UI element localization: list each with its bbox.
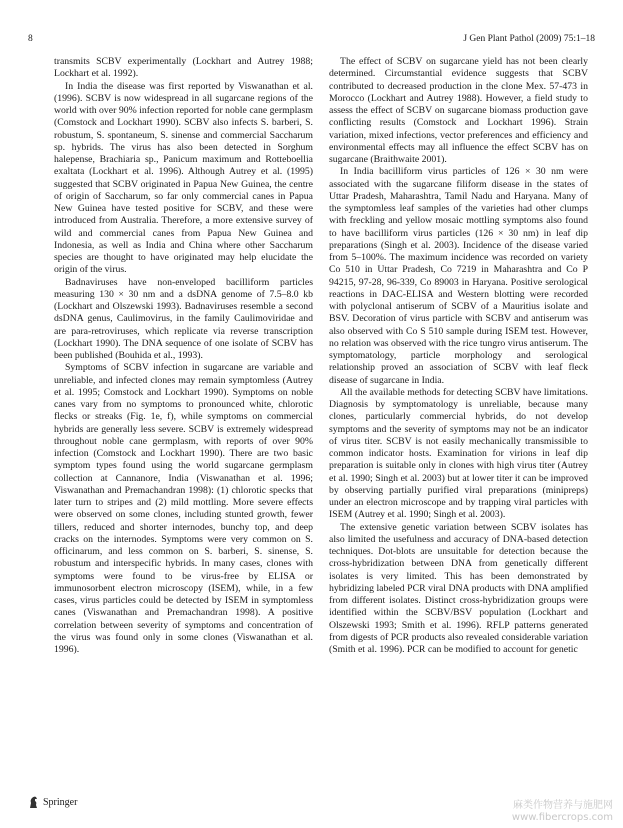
paragraph: The effect of SCBV on sugarcane yield has not been clearly determined. Circumstantial evidence suggests that SCBV contributed to decreased production in the clone Mex. 57-473 in Morocco (Lockhart and Autrey 1988). However, a field study to assess the effect of SCBV on sugarcane biomass production gave conflicting results (Comstock and Lockhart 1996). Strain variation, mixed infections, vector preferences and efficiency and environmental effects may all influence the effect SCBV has on sugarcane (Braithwaite 2001). <box>329 56 588 165</box>
paragraph: The extensive genetic variation between SCBV isolates has also limited the usefulness and accuracy of DNA-based detection techniques. Dot-blots are unsuitable for detection because the cross-hybridization between DNA from genetically different isolates is very limited. This has been demonstrated by hybridizing labeled PCR viral DNA products with DNA amplified from different isolates. Distinct cross-hybridization groups were identified within the SCBV/BSV population (Lockhart and Olszewski 1993; Smith et al. 1996). RFLP patterns generated from digests of PCR products also revealed considerable variation (Smith et al. 1996). PCR can be modified to account for genetic <box>329 521 588 655</box>
paragraph: Symptoms of SCBV infection in sugarcane are variable and unreliable, and infected clones may remain symptomless (Autrey et al. 1995; Comstock and Lockhart 1990). Symptoms on noble canes vary from no symptoms to pronounced white, chlorotic flecks or streaks (Fig. 1e, f), while symptoms on commercial hybrids are generally less severe. SCBV is extremely widespread throughout noble cane germplasm, with reports of over 90% infection (Comstock and Lockhart 1990). There are two basic symptom types found using the world sugarcane germplasm collection at Cannanore, India (Viswanathan et al. 1996; Viswanathan and Premachandran 1998): (1) chlorotic specks that later turn to stripes and (2) mild mottling. More severe effects were observed on some clones, including stunted growth, fewer tillers, reduced and shorter internodes, bunchy top, and deep cracks on the internodes. Symptoms were very common on S. officinarum, and less common on S. barberi, S. sinense, S. robustum and interspecific hybrids. In many cases, clones with symptoms were found to be virus-free by ELISA or immunosorbent electron microscopy (ISEM), while, in a few cases, virus particles could be detected by ISEM in symptomless canes (Viswanathan and Premachandran 1998). A positive correlation between severity of symptoms and concentration of the virus was found only in some clones (Viswanathan et al. 1996). <box>54 362 313 655</box>
paragraph: In India the disease was first reported by Viswanathan et al. (1996). SCBV is now widespread in all sugarcane regions of the world with over 90% infection reported for noble cane germplasm (Comstock and Lockhart 1990). SCBV also infects S. barberi, S. robustum, S. spontaneum, S. sinense and commercial Saccharum sp. hybrids. The virus has also been detected in Sorghum halepense, Brachiaria sp., Panicum maximum and Rotteboellia exaltata (Lockhart et al. 1996). Although Autrey et al. (1995) suggested that SCBV originated in Papua New Guinea, the centre of origin of Saccharum, so far only commercial canes in Papua New Guinea have tested positive for SCBV, and these were introduced from Australia. Therefore, a more extensive survey of wild and commercial canes from Papua New Guinea and Indonesia, as well as India and China where other Saccharum species are thought to have originated may help elucidate the origin of the virus. <box>54 80 313 276</box>
paragraph: All the available methods for detecting SCBV have limitations. Diagnosis by symptomatology is unreliable, because many clones, particularly commercial hybrids, do not develop symptoms and the severity of symptoms may not be an indicator of virus titer. SCBV is not easily mechanically transmissible to common indicator hosts. Examination for virions in leaf dip preparation is suitable only in clones with high virus titer (Autrey et al. 1990; Singh et al. 2003) but at lower titer it can be improved by observing partially purified viral preparations (minipreps) under an electron microscope and by trapping viral particles with ISEM (Autrey et al. 1990; Singh et al. 2003). <box>329 386 588 521</box>
publisher-name: Springer <box>43 797 78 808</box>
paragraph: Badnaviruses have non-enveloped bacilliform particles measuring 130 × 30 nm and a dsDNA genome of 7.5–8.0 kb (Lockhart and Olszewski 1993). Badnaviruses resemble a second dsDNA genus, Caulimovirus, in the family Caulimoviridae and are para-retroviruses, which replicate via reverse transcription (Lockhart 1990). The DNA sequence of one isolate of SCBV has been published (Bouhida et al., 1993). <box>54 276 313 361</box>
journal-citation: J Gen Plant Pathol (2009) 75:1–18 <box>463 34 595 44</box>
page-number: 8 <box>28 34 33 44</box>
paragraph: transmits SCBV experimentally (Lockhart and Autrey 1988; Lockhart et al. 1992). <box>54 56 313 80</box>
paragraph: In India bacilliform virus particles of 126 × 30 nm were associated with the sugarcane filiform disease in the states of Uttar Pradesh, Maharashtra, Tamil Nadu and Haryana. Many of the symptomless leaf samples of the varieties had other clumps with freckling and yellow mosaic mottling symptoms also found to have bacilliform virus particles (126 × 30 nm) in leaf dip preparations (Singh et al. 2003). Incidence of the disease varied from 5–100%. The maximum incidence was recorded on variety Co 510 in Uttar Pradesh, Co 7219 in Maharashtra and Co P 94215, 97-28, 96-339, Co 89003 in Haryana. Positive serological reactions in DAC-ELISA and Western blotting were recorded with polyclonal antiserum of SCBV of a Mauritius isolate and BSV. Decoration of virus particle with SCBV and antiserum was also observed with Co S 510 sample during ISEM test. However, no relation was observed with the rice tungro virus antiserum. The symptomatology, particle morphology and serological relationship proved an association of SCBV with leaf fleck disease of sugarcane in India. <box>329 166 588 386</box>
watermark-line: 麻类作物营养与施肥网 <box>513 800 613 811</box>
publisher-footer <box>28 796 77 809</box>
watermark <box>512 800 613 824</box>
right-column <box>329 56 588 656</box>
springer-horse-icon <box>28 796 39 809</box>
left-column <box>54 56 313 656</box>
watermark-url: www.fibercrops.com <box>511 812 613 823</box>
